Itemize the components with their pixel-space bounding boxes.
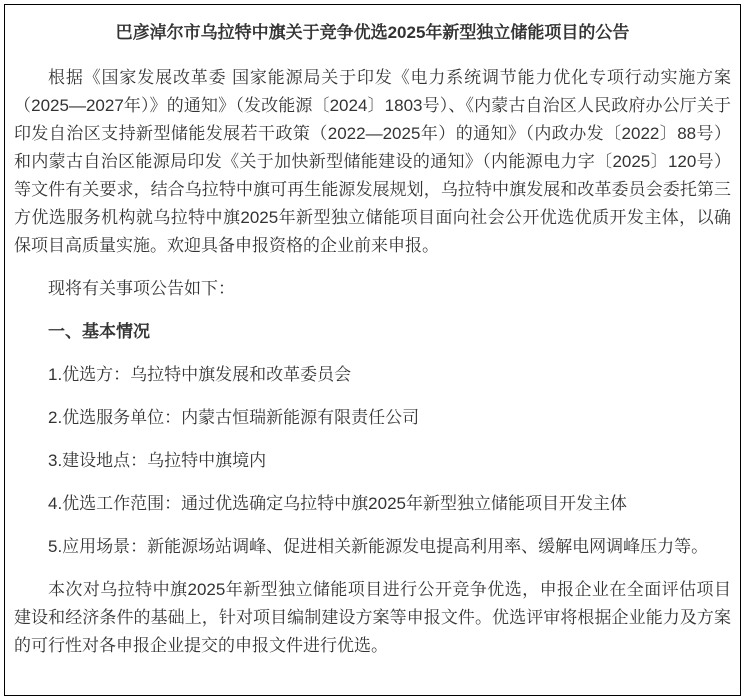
list-item-application-scenario: 5.应用场景：新能源场站调峰、促进相关新能源发电提高利用率、缓解电网调峰压力等。 — [48, 537, 709, 556]
list-item-selector: 1.优选方：乌拉特中旗发展和改革委员会 — [48, 365, 352, 384]
intro-paragraph: 根据《国家发展改革委 国家能源局关于印发《电力系统调节能力优化专项行动实施方案（2025—2027年）》的通知》（发改能源〔2024〕1803号）、《内蒙古自治区人民政府办公厅关于印发自治区支持新型储能发展若干政策（2022—2025年）的通知》（内政办发〔2022〕88号）和内蒙古自治区能源局印发《关于加快新型储能建设的通知》（内能源电力字〔2025〕120号）等文件有关要求，结合乌拉特中旗可再生能源发展规划，乌拉特中旗发展和改革委员会委托第三方优选服务机构就乌拉特中旗2025年新型独立储能项目面向社会公开优选优质开发主体，以确保项目高质量实施。欢迎具备申报资格的企业前来申报。 — [14, 68, 731, 255]
list-item-service-unit: 2.优选服务单位：内蒙古恒瑞新能源有限责任公司 — [48, 408, 420, 427]
list-item-location: 3.建设地点：乌拉特中旗境内 — [48, 451, 267, 470]
list-item-scope: 4.优选工作范围：通过优选确定乌拉特中旗2025年新型独立储能项目开发主体 — [48, 494, 627, 513]
announcement-page — [4, 4, 741, 696]
lead-in-paragraph: 现将有关事项公告如下： — [48, 279, 235, 298]
page-title: 巴彦淖尔市乌拉特中旗关于竞争优选2025年新型独立储能项目的公告 — [115, 23, 630, 42]
section-heading-basic-info: 一、基本情况 — [48, 322, 150, 341]
closing-paragraph: 本次对乌拉特中旗2025年新型独立储能项目进行公开竞争优选，申报企业在全面评估项目建设和经济条件的基础上，针对项目编制建设方案等申报文件。优选评审将根据企业能力及方案的可行性对各申报企业提交的申报文件进行优选。 — [14, 580, 731, 655]
